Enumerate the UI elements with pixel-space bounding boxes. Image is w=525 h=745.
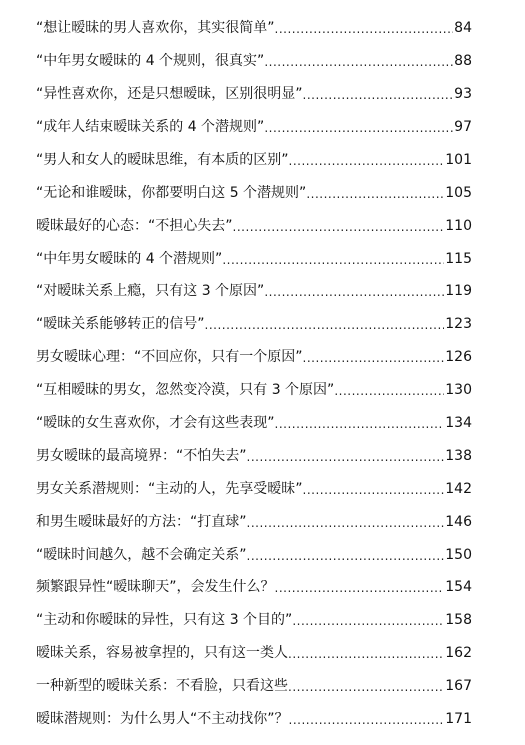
toc-entry-page: 88: [454, 53, 472, 69]
toc-entry-leader: [222, 248, 444, 270]
toc-entry-page: 123: [445, 316, 472, 332]
toc-entry-title: “想让暧昧的男人喜欢你，其实很简单”: [36, 20, 275, 36]
toc-entry-title: “中年男女暧昧的 4 个潜规则”: [36, 251, 223, 267]
toc-entry-leader: [264, 280, 444, 302]
toc-entry-page: 126: [445, 349, 472, 365]
toc-entry-page: 150: [445, 547, 472, 563]
toc-entry[interactable]: [36, 346, 472, 368]
toc-entry-leader: [303, 83, 454, 105]
toc-entry-leader: [289, 149, 445, 171]
toc-entry-title: 暧昧最好的心态：“不担心失去”: [36, 218, 233, 234]
toc-entry-page: 115: [445, 251, 472, 267]
toc-entry[interactable]: [36, 149, 472, 171]
toc-entry[interactable]: [36, 609, 472, 631]
toc-entry[interactable]: [36, 182, 472, 204]
toc-entry-page: 101: [445, 152, 472, 168]
toc-entry-title: 一种新型的暧昧关系：不看脸，只看这些: [36, 678, 288, 694]
toc-entry[interactable]: [36, 445, 472, 467]
toc-entry-title: 男女关系潜规则：“主动的人，先享受暧昧”: [36, 481, 303, 497]
toc-entry-page: 146: [445, 514, 472, 530]
toc-entry-page: 93: [454, 86, 472, 102]
toc-entry-leader: [275, 17, 454, 39]
toc-entry-page: 162: [445, 645, 472, 661]
toc-entry-title: “暧昧关系能够转正的信号”: [36, 316, 205, 332]
toc-entry-title: 男女暧昧的最高境界：“不怕失去”: [36, 448, 247, 464]
toc-entry[interactable]: [36, 379, 472, 401]
toc-entry-title: “无论和谁暧昧，你都要明白这 5 个潜规则”: [36, 185, 307, 201]
toc-entry-title: “互相暧昧的男女，忽然变冷漠，只有 3 个原因”: [36, 382, 335, 398]
toc-entry-title: “主动和你暧昧的异性，只有这 3 个目的”: [36, 612, 293, 628]
toc-entry-title: “对暧昧关系上瘾，只有这 3 个原因”: [36, 283, 265, 299]
toc-entry-page: 105: [445, 185, 472, 201]
toc-entry-page: 110: [445, 218, 472, 234]
toc-entry-title: “异性喜欢你，还是只想暧昧，区别很明显”: [36, 86, 303, 102]
toc-entry[interactable]: [36, 642, 472, 664]
toc-entry-title: “暧昧的女生喜欢你，才会有这些表现”: [36, 415, 275, 431]
toc-entry[interactable]: [36, 50, 472, 72]
toc-entry-title: 暧昧关系，容易被拿捏的，只有这一类人: [36, 645, 288, 661]
toc-entry[interactable]: [36, 544, 472, 566]
toc-entry-leader: [205, 313, 445, 335]
toc-entry-page: 138: [445, 448, 472, 464]
toc-entry-page: 119: [445, 283, 472, 299]
toc-entry-leader: [334, 379, 444, 401]
toc-entry-leader: [306, 182, 444, 204]
toc-entry-page: 167: [445, 678, 472, 694]
toc-entry-page: 142: [445, 481, 472, 497]
toc-entry-leader: [292, 609, 444, 631]
toc-entry-title: 男女暧昧心理：“不回应你，只有一个原因”: [36, 349, 303, 365]
toc-entry-title: “成年人结束暧昧关系的 4 个潜规则”: [36, 119, 265, 135]
toc-entry-title: 暧昧潜规则：为什么男人“不主动找你”？: [36, 711, 289, 727]
toc-entry-title: “中年男女暧昧的 4 个规则，很真实”: [36, 53, 265, 69]
toc-entry-page: 158: [445, 612, 472, 628]
toc-entry-title: “男人和女人的暧昧思维，有本质的区别”: [36, 152, 289, 168]
toc-entry-leader: [275, 576, 445, 598]
toc-entry-page: 134: [445, 415, 472, 431]
toc-entry-leader: [264, 50, 453, 72]
toc-entry-title: “暧昧时间越久，越不会确定关系”: [36, 547, 247, 563]
toc-entry-leader: [289, 708, 445, 730]
toc-entry[interactable]: [36, 280, 472, 302]
toc-entry-leader: [303, 478, 445, 500]
toc-entry-leader: [233, 215, 445, 237]
toc-entry[interactable]: [36, 17, 472, 39]
toc-entry-leader: [288, 675, 444, 697]
toc-entry[interactable]: [36, 675, 472, 697]
toc-entry[interactable]: [36, 313, 472, 335]
toc-entry[interactable]: [36, 576, 472, 598]
toc-entry-leader: [247, 511, 445, 533]
toc-entry-title: 频繁跟异性“暧昧聊天”，会发生什么？: [36, 579, 275, 595]
toc-entry-title: 和男生暧昧最好的方法：“打直球”: [36, 514, 247, 530]
toc-entry[interactable]: [36, 511, 472, 533]
toc-entry[interactable]: [36, 116, 472, 138]
toc-entry-leader: [264, 116, 453, 138]
toc-entry[interactable]: [36, 478, 472, 500]
toc-entry-page: 84: [454, 20, 472, 36]
toc-entry-page: 97: [454, 119, 472, 135]
toc-entry-leader: [247, 445, 445, 467]
toc-entry[interactable]: [36, 248, 472, 270]
toc-entry[interactable]: [36, 83, 472, 105]
toc-entry-page: 154: [445, 579, 472, 595]
toc-entry-leader: [247, 544, 445, 566]
toc-entry-leader: [303, 346, 445, 368]
toc-entry-leader: [288, 642, 444, 664]
toc-entry-page: 130: [445, 382, 472, 398]
toc-entry[interactable]: [36, 708, 472, 730]
toc-entry[interactable]: [36, 412, 472, 434]
toc-entry[interactable]: [36, 215, 472, 237]
toc-entry-page: 171: [445, 711, 472, 727]
toc-entry-leader: [275, 412, 445, 434]
